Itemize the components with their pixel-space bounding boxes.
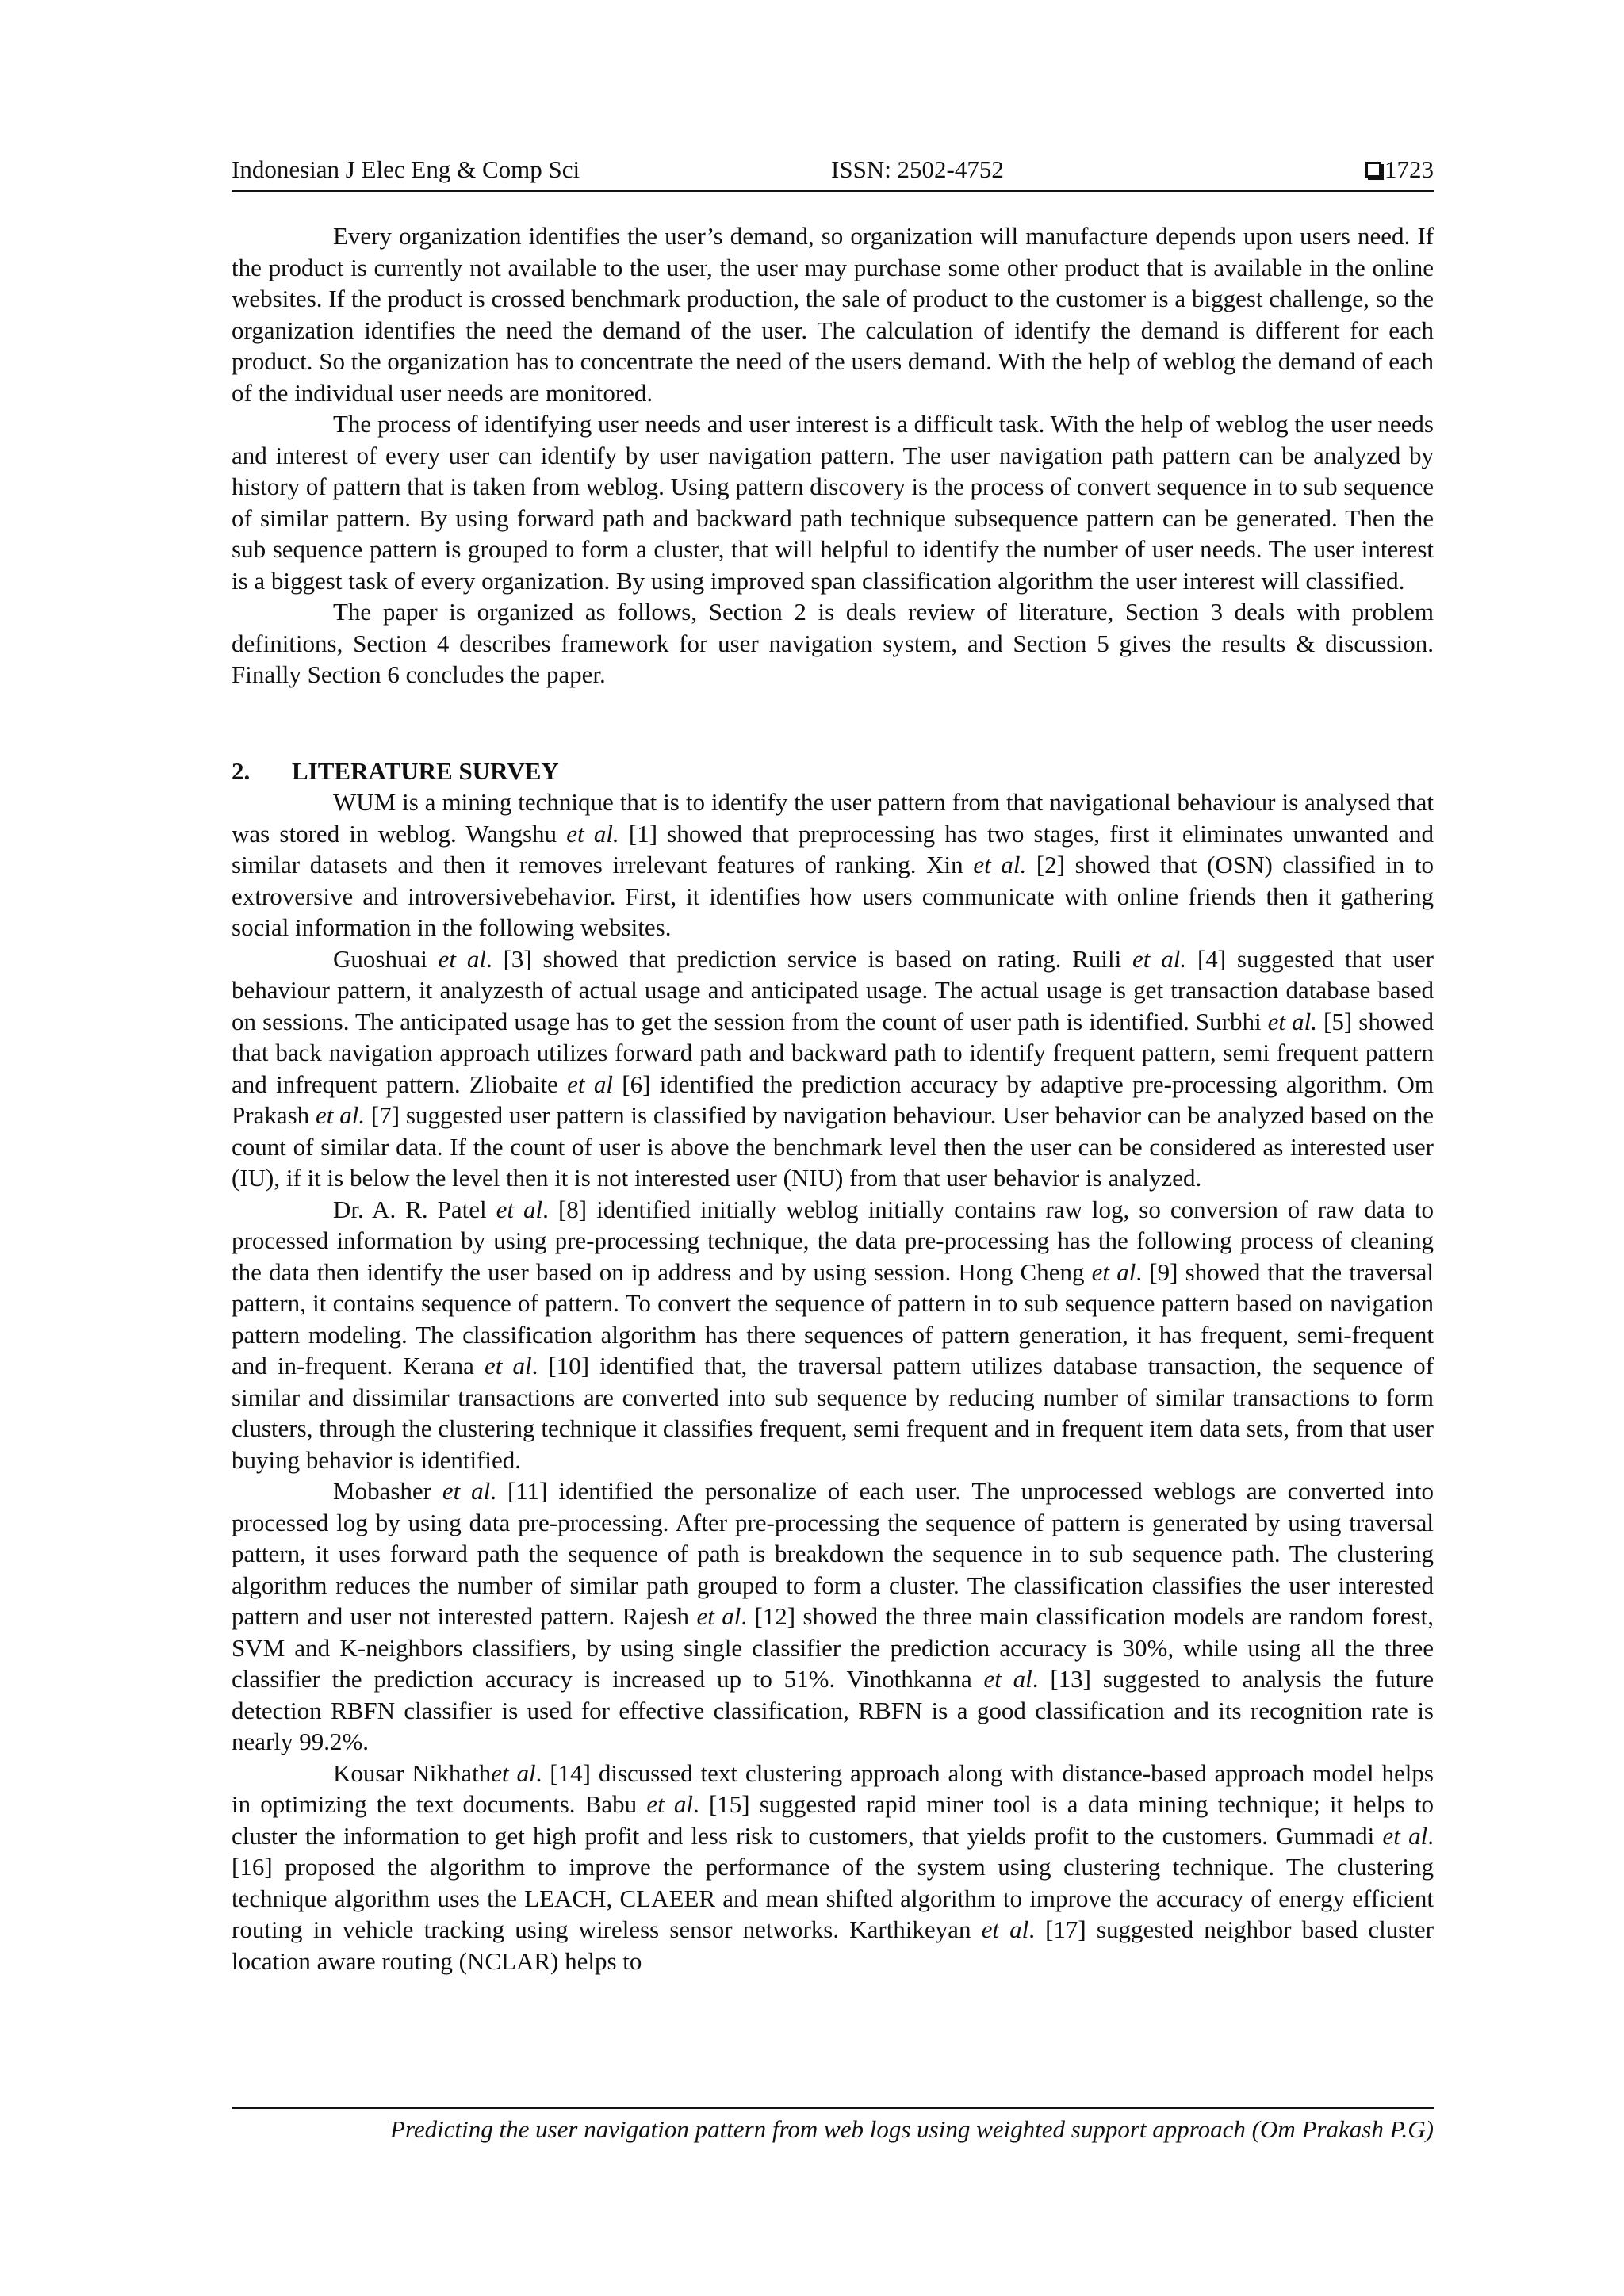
body-paragraph: WUM is a mining technique that is to identify the user pattern from that navigational behaviour is analysed that was stored in weblog. Wangshu et al. [1] showed that preprocessing has two stages, first it eliminates unwanted and similar datasets and then it removes irrelevant features of ranking. Xin et al. [2] showed that (OSN) classified in to extroversive and introversivebehavior. First, it identifies how users communicate with online friends then it gathering social information in the following websites. xyxy=(232,788,1434,941)
footer-divider xyxy=(232,2107,1434,2109)
body-paragraph: Guoshuai et al. [3] showed that prediction service is based on rating. Ruili et al. [4] suggested that user behaviour pattern, it analyzesth of actual usage and anticipated usage. The actual usage is get transaction database based on sessions. The anticipated usage has to get the session from the count of user path is identified. Surbhi et al. [5] showed that back navigation approach utilizes forward path and backward path to identify frequent pattern, semi frequent pattern and infrequent pattern. Zliobaite et al [6] identified the prediction accuracy by adaptive pre-processing algorithm. Om Prakash et al. [7] suggested user pattern is classified by navigation behaviour. User behavior can be analyzed based on the count of similar data. If the count of user is above the benchmark level then the user can be considered as interested user (IU), if it is below the level then it is not interested user (NIU) from that user behavior is analyzed. xyxy=(232,944,1434,1192)
body-paragraph: Dr. A. R. Patel et al. [8] identified initially weblog initially contains raw log, so conversion of raw data to processed information by using pre-processing technique, the data pre-processing has the following process of cleaning the data then identify the user based on ip address and by using session. Hong Cheng et al. [9] showed that the traversal pattern, it contains sequence of pattern. To convert the sequence of pattern in to sub sequence pattern based on navigation pattern modeling. The classification algorithm has there sequences of pattern generation, it has frequent, semi-frequent and in-frequent. Kerana et al. [10] identified that, the traversal pattern utilizes database transaction, the sequence of similar and dissimilar transactions are converted into sub sequence by reducing number of similar transactions to form clusters, through the clustering technique it classifies frequent, semi frequent and in frequent item data sets, from that user buying behavior is identified. xyxy=(232,1195,1434,1474)
header-divider xyxy=(232,190,1434,192)
body-paragraph: The process of identifying user needs and user interest is a difficult task. With the help of weblog the user needs and interest of every user can identify by user navigation pattern. The user navigation path pattern can be analyzed by history of pattern that is taken from weblog. Using pattern discovery is the process of convert sequence in to sub sequence of similar pattern. By using forward path and backward path technique subsequence pattern can be generated. Then the sub sequence pattern is grouped to form a cluster, that will helpful to identify the number of user needs. The user interest is a biggest task of every organization. By using improved span classification algorithm the user interest will classified. xyxy=(232,410,1434,595)
section-title: LITERATURE SURVEY xyxy=(292,756,559,785)
section-number: 2. xyxy=(232,756,251,785)
body-paragraph: Mobasher et al. [11] identified the personalize of each user. The unprocessed weblogs are converted into processed log by using data pre-processing. After pre-processing the sequence of pattern is generated by using traversal pattern, it uses forward path the sequence of path is breakdown the sequence in to sub sequence path. The clustering algorithm reduces the number of similar path grouped to form a cluster. The classification classifies the user interested pattern and user not interested pattern. Rajesh et al. [12] showed the three main classification models are random forest, SVM and K-neighbors classifiers, by using single classifier the prediction accuracy is 30%, while using all the three classifier the prediction accuracy is increased up to 51%. Vinothkanna et al. [13] suggested to analysis the future detection RBFN classifier is used for effective classification, RBFN is a good classification and its recognition rate is nearly 99.2%. xyxy=(232,1477,1434,1755)
body-paragraph: The paper is organized as follows, Section 2 is deals review of literature, Section 3 deals with problem definitions, Section 4 describes framework for user navigation system, and Section 5 gives the results & discussion. Finally Section 6 concludes the paper. xyxy=(232,598,1434,688)
body-paragraph: Kousar Nikhathet al. [14] discussed text clustering approach along with distance-based approach model helps in optimizing the text documents. Babu et al. [15] suggested rapid miner tool is a data mining technique; it helps to cluster the information to get high profit and less risk to customers, that yields profit to the customers. Gummadi et al. [16] proposed the algorithm to improve the performance of the system using clustering technique. The clustering technique algorithm uses the LEACH, CLAEER and mean shifted algorithm to improve the accuracy of energy efficient routing in vehicle tracking using wireless sensor networks. Karthikeyan et al. [17] suggested neighbor based cluster location aware routing (NCLAR) helps to xyxy=(232,1758,1434,1975)
running-footer: Predicting the user navigation pattern from web logs using weighted support approach (Om Prakash P.G) xyxy=(390,2115,1434,2143)
section-heading xyxy=(232,756,1434,787)
page-number: 1723 xyxy=(1385,155,1434,183)
body-paragraph: Every organization identifies the user’s demand, so organization will manufacture depends upon users need. If the product is currently not available to the user, the user may purchase some other product that is available in the online websites. If the product is crossed benchmark production, the sale of product to the customer is a biggest challenge, so the organization identifies the need the demand of the user. The calculation of identify the demand is different for each product. So the organization has to concentrate the need of the users demand. With the help of weblog the demand of each of the individual user needs are monitored. xyxy=(232,222,1434,407)
checkbox-glyph-icon xyxy=(1365,162,1381,178)
journal-name: Indonesian J Elec Eng & Comp Sci xyxy=(232,155,580,183)
running-header xyxy=(232,155,1434,187)
page-body xyxy=(232,220,1434,1976)
issn: ISSN: 2502-4752 xyxy=(831,155,1004,183)
